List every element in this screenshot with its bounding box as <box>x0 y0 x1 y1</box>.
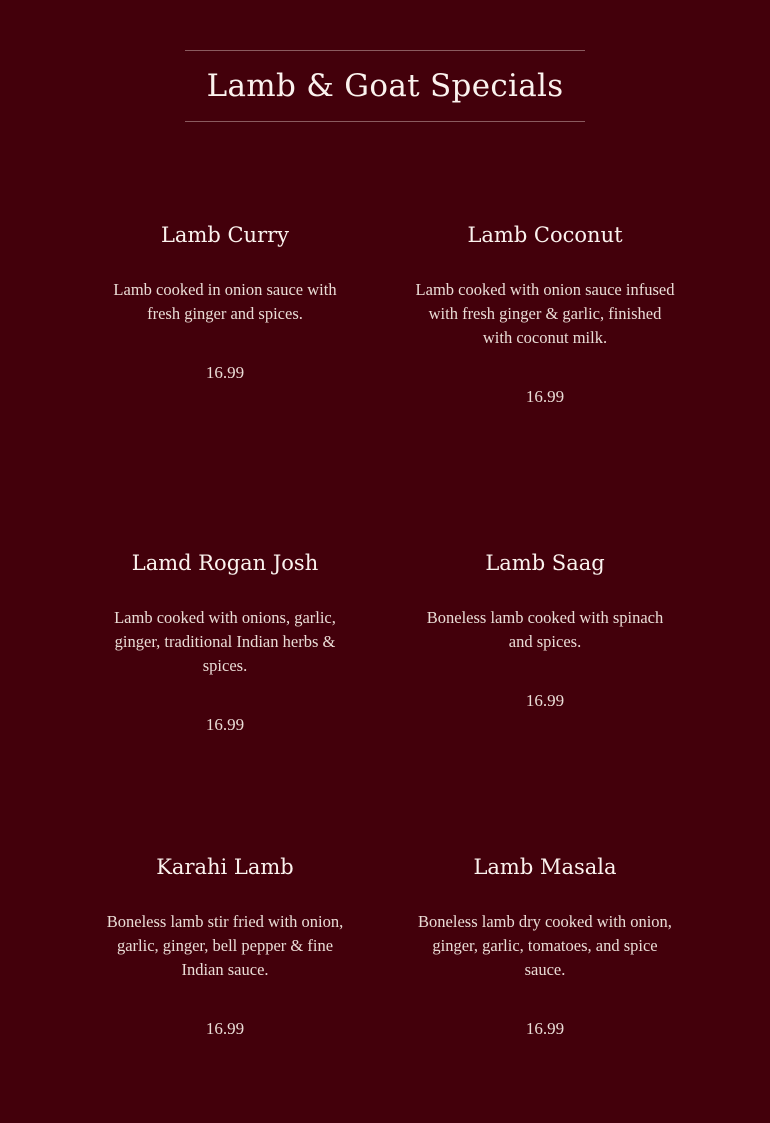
item-name: Lamb Saag <box>485 551 605 575</box>
item-price: 16.99 <box>525 691 565 710</box>
item-price: 16.99 <box>525 1019 565 1038</box>
item-description: Boneless lamb dry cooked with onion, ginger, garlic, tomatoes, and spice sauce. <box>418 912 672 979</box>
item-price: 16.99 <box>205 1019 245 1038</box>
menu-item-lamb-masala <box>415 852 675 1039</box>
item-price: 16.99 <box>205 363 245 382</box>
item-price: 16.99 <box>205 715 245 734</box>
item-description: Lamb cooked in onion sauce with fresh ginger and spices. <box>113 280 337 323</box>
item-name: Lamb Curry <box>160 223 290 247</box>
menu-item-lamb-saag <box>415 548 675 711</box>
menu-item-lamb-curry <box>95 220 355 383</box>
menu-item-lamb-rogan-josh <box>95 548 355 735</box>
item-description: Boneless lamb stir fried with onion, garlic, ginger, bell pepper & fine Indian sauce. <box>106 912 344 979</box>
item-description: Lamb cooked with onions, garlic, ginger, traditional Indian herbs & spices. <box>114 608 336 675</box>
page-title: Lamb & Goat Specials <box>206 68 564 104</box>
item-name: Lamb Masala <box>473 855 617 879</box>
item-description: Lamb cooked with onion sauce infused with fresh ginger & garlic, finished with coconut milk. <box>415 280 675 347</box>
item-name: Karahi Lamb <box>156 855 294 879</box>
item-description: Boneless lamb cooked with spinach and spices. <box>426 608 664 651</box>
item-name: Lamb Coconut <box>467 223 623 247</box>
item-price: 16.99 <box>525 387 565 406</box>
menu-item-lamb-coconut <box>415 220 675 407</box>
menu-header <box>185 50 585 122</box>
item-name: Lamd Rogan Josh <box>131 551 319 575</box>
menu-item-karahi-lamb <box>95 852 355 1039</box>
